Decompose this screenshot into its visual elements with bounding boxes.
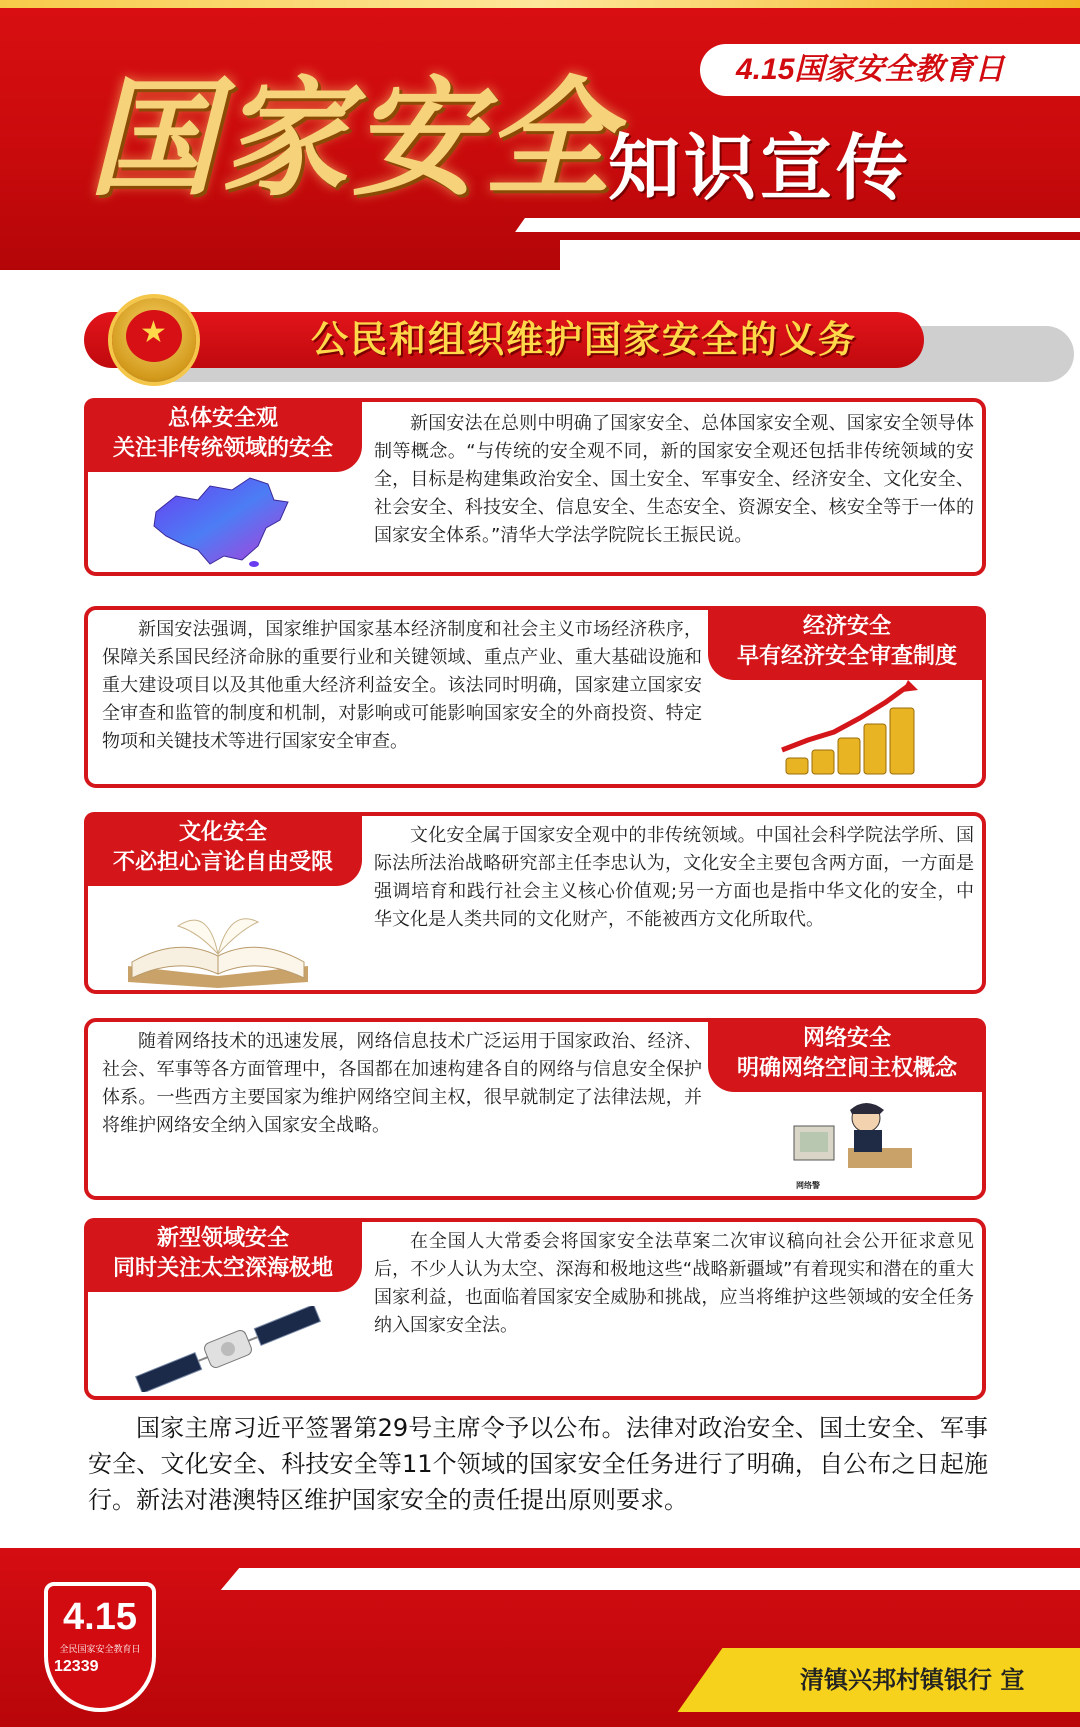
card-new-domain-security [84,1218,986,1400]
open-book-icon [118,896,318,992]
card-tag-line2: 早有经济安全审查制度 [736,644,957,669]
publisher-sign: 清镇兴邦村镇银行 宣 [800,1666,1025,1694]
coins-growth-icon [778,680,928,784]
card-tag [84,398,362,472]
satellite-icon [128,1306,328,1396]
card-text: 在全国人大常委会将国家安全法草案二次审议稿向社会公开征求意见后，不少人认为太空、深海和极地这些“战略新疆域”有着现实和潜在的重大国家利益，也面临着国家安全威胁和挑战，应当将维护这些领域的安全任务纳入国家安全法。 [374,1231,974,1336]
card-text: 随着网络技术的迅速发展，网络信息技术广泛运用于国家政治、经济、社会、军事等各方面管理中，各国都在加速构建各自的网络与信息安全保护体系。一些西方主要国家为维护网络空间主权，很早就制定了法律法规，并将维护网络安全纳入国家安全战略。 [102,1031,702,1136]
china-map-icon [146,472,296,572]
national-emblem-icon: ★ [112,298,196,382]
header [0,0,1080,270]
page-title: 国家安全 [88,64,617,214]
card-cyber-security [84,1018,986,1200]
header-stripe-lower [560,240,1080,270]
card-tag-line2: 明确网络空间主权概念 [736,1056,957,1081]
header-stripe [515,218,1080,232]
card-text: 文化安全属于国家安全观中的非传统领域。中国社会科学院法学所、国际法所法治战略研究部主任李忠认为，文化安全主要包含两方面，一方面是强调培育和践行社会主义核心价值观;另一方面也是指中华文化的安全，中华文化是人类共同的文化财产，不能被西方文化所取代。 [374,825,974,930]
security-day-badge [44,1582,156,1712]
card-tag-line1: 文化安全 [178,820,267,845]
cyber-police-caption: 网络警 [796,1181,820,1190]
badge-phone: 12339 [54,1658,99,1675]
section-title: 公民和组织维护国家安全的义务 [311,318,857,361]
card-tag-line1: 经济安全 [802,614,891,639]
section-banner [84,312,924,368]
card-tag [84,812,362,886]
card-overall-security [84,398,986,576]
date-label: 4.15国家安全教育日 [700,44,1080,96]
card-economic-security [84,606,986,788]
footer [0,1548,1080,1727]
badge-subtitle: 全民国家安全教育日 [59,1645,141,1655]
card-tag-line1: 新型领域安全 [156,1226,289,1251]
card-cultural-security [84,812,986,994]
card-tag [708,1018,986,1092]
cyber-police-icon [788,1096,918,1191]
card-tag-line1: 网络安全 [802,1026,891,1051]
card-tag-line2: 不必担心言论自由受限 [112,850,333,875]
card-tag-line2: 同时关注太空深海极地 [112,1256,333,1281]
card-text: 新国安法强调，国家维护国家基本经济制度和社会主义市场经济秩序，保障关系国民经济命脉的重要行业和关键领域、重点产业、重大基础设施和重大建设项目以及其他重大经济利益安全。该法同时明确，国家建立国家安全审查和监管的制度和机制，对影响或可能影响国家安全的外商投资、特定物项和关键技术等进行国家安全审查。 [102,619,702,752]
header-gold-strip [0,0,1080,8]
card-tag-line1: 总体安全观 [167,406,278,431]
card-tag-line2: 关注非传统领域的安全 [112,436,333,461]
summary-paragraph: 国家主席习近平签署第29号主席令予以公布。法律对政治安全、国土安全、军事安全、文化安全、科技安全等11个领域的国家安全任务进行了明确，自公布之日起施行。新法对港澳特区维护国家安全的责任提出原则要求。 [88,1414,988,1514]
card-tag [84,1218,362,1292]
footer-stripe [221,1568,1080,1590]
card-text: 新国安法在总则中明确了国家安全、总体国家安全观、国家安全领导体制等概念。“与传统的安全观不同，新的国家安全观还包括非传统领域的安全，目标是构建集政治安全、国土安全、军事安全、经济安全、文化安全、社会安全、科技安全、信息安全、生态安全、资源安全、核安全等于一体的国家安全体系。”清华大学法学院院长王振民说。 [374,413,974,546]
badge-number: 4.15 [63,1596,137,1638]
page-subtitle: 知识宣传 [608,126,913,210]
card-tag [708,606,986,680]
